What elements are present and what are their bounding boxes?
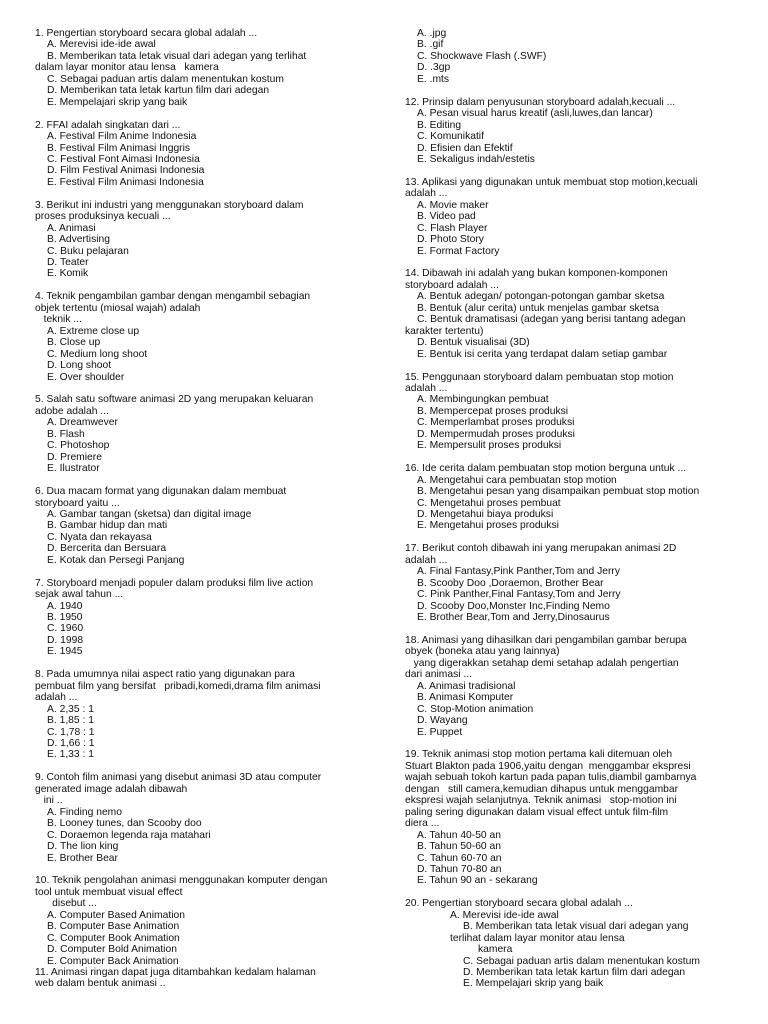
answer-option: E. 1,33 : 1 xyxy=(47,749,94,761)
answer-option: D. Premiere xyxy=(47,451,102,463)
answer-option: C. 1960 xyxy=(47,623,84,635)
question-stem-line: proses produksinya kecuali ... xyxy=(35,211,171,223)
answer-option: C. Medium long shoot xyxy=(47,348,148,360)
answer-option: E. 1945 xyxy=(47,646,83,658)
question-stem-line: adalah ... xyxy=(405,188,448,200)
question-stem-line: 11. Animasi ringan dapat juga ditambahkan kedalam halaman xyxy=(35,967,316,979)
answer-option: E. Festival Film Animasi Indonesia xyxy=(47,176,204,188)
question-stem-line: adalah ... xyxy=(405,554,448,566)
question-block xyxy=(35,875,370,967)
answer-option: A. Membingungkan pembuat xyxy=(417,394,549,406)
answer-option: B. Editing xyxy=(417,119,462,131)
answer-option: E. Mengetahui proses produksi xyxy=(417,520,559,532)
answer-option: E. Over shoulder xyxy=(47,371,125,383)
question-stem-line: adobe adalah ... xyxy=(35,405,109,417)
question-stem-line: 2. FFAI adalah singkatan dari ... xyxy=(35,119,181,131)
question-stem-line: web dalam bentuk animasi .. xyxy=(35,978,166,990)
question-block xyxy=(35,291,370,383)
answer-option: D. Teater xyxy=(47,257,89,269)
question-stem-line: pembuat film yang bersifat pribadi,komedi,drama film animasi xyxy=(35,680,321,692)
question-stem-line: sejak awal tahun ... xyxy=(35,589,124,601)
answer-option: A. Festival Film Anime Indonesia xyxy=(47,131,197,143)
option-e: E. Mempelajari skrip yang baik xyxy=(463,978,604,990)
question-stem-line: 3. Berikut ini industri yang menggunakan storyboard dalam xyxy=(35,199,304,211)
answer-option: B. Looney tunes, dan Scooby doo xyxy=(47,818,202,830)
answer-option: D. Efisien dan Efektif xyxy=(417,142,513,154)
question-spacer xyxy=(35,566,370,577)
answer-option: A. Animasi xyxy=(47,222,96,234)
question-spacer xyxy=(405,623,740,634)
answer-option: C. Buku pelajaran xyxy=(47,245,129,257)
answer-option: C. Mengetahui proses pembuat xyxy=(417,497,561,509)
question-stem-line: storyboard adalah ... xyxy=(405,279,499,291)
answer-option: C. Memperlambat proses produksi xyxy=(417,417,575,429)
question-stem-line: paling sering digunakan dalam visual effect untuk film-film xyxy=(405,806,669,818)
answer-option: A. 1940 xyxy=(47,600,83,612)
question-block xyxy=(405,635,740,738)
question-spacer xyxy=(405,360,740,371)
answer-option: D. Tahun 70-80 an xyxy=(417,863,502,875)
answer-option: E. Ilustrator xyxy=(47,463,100,475)
answer-option: C. Bentuk dramatisasi (adegan yang berisi tantang adegan xyxy=(417,314,686,326)
answer-option: A. Tahun 40-50 an xyxy=(417,829,501,841)
option-continuation: dalam layar monitor atau lensa kamera xyxy=(35,62,219,74)
answer-option: B. Bentuk (alur cerita) untuk menjelas gambar sketsa xyxy=(417,302,660,314)
question-block xyxy=(35,200,370,280)
answer-option: A. Final Fantasy,Pink Panther,Tom and Jerry xyxy=(417,566,620,578)
question-block xyxy=(405,177,740,257)
answer-option: B. Flash xyxy=(47,428,85,440)
question-stem-line: tool untuk membuat visual effect xyxy=(35,886,183,898)
answer-option: D. Memberikan tata letak kartun film dari adegan xyxy=(47,85,270,97)
answer-option: E. Mempelajari skrip yang baik xyxy=(47,96,188,108)
question-stem-line: 1. Pengertian storyboard secara global adalah ... xyxy=(35,28,258,39)
question-block xyxy=(405,28,740,85)
answer-option: B. Computer Base Animation xyxy=(47,921,180,933)
answer-option: A. Dreamwever xyxy=(47,417,118,429)
question-spacer xyxy=(35,761,370,772)
answer-option: D. 1,66 : 1 xyxy=(47,737,95,749)
question-stem-line: 4. Teknik pengambilan gambar dengan mengambil sebagian xyxy=(35,291,311,303)
answer-option: C. Doraemon legenda raja matahari xyxy=(47,829,211,841)
answer-option: C. Shockwave Flash (.SWF) xyxy=(417,50,547,62)
question-stem-line: 16. Ide cerita dalam pembuatan stop motion berguna untuk ... xyxy=(405,463,687,475)
question-stem-line: 19. Teknik animasi stop motion pertama kali ditemuan oleh xyxy=(405,749,673,761)
answer-option: C. Tahun 60-70 an xyxy=(417,852,502,864)
answer-option: E. Brother Bear xyxy=(47,852,118,864)
question-block xyxy=(35,394,370,474)
question-stem-line: 7. Storyboard menjadi populer dalam produksi film live action xyxy=(35,577,314,589)
question-block xyxy=(405,268,740,360)
answer-option: B. Video pad xyxy=(417,211,476,223)
answer-option: A. 2,35 : 1 xyxy=(47,703,94,715)
answer-option: C. Stop-Motion animation xyxy=(417,703,534,715)
question-stem-line: ini .. xyxy=(35,795,63,807)
answer-option: B. Close up xyxy=(47,337,101,349)
answer-option: A. Extreme close up xyxy=(47,325,140,337)
question-spacer xyxy=(35,658,370,669)
question-spacer xyxy=(405,452,740,463)
answer-option: D. 1998 xyxy=(47,634,84,646)
answer-option: C. Komunikatif xyxy=(417,131,484,143)
answer-option: D. Bercerita dan Bersuara xyxy=(47,543,167,555)
question-stem-line: 6. Dua macam format yang digunakan dalam membuat xyxy=(35,486,287,498)
answer-option: A. Movie maker xyxy=(417,199,489,211)
answer-option: A. .jpg xyxy=(417,28,447,39)
answer-option: C. Flash Player xyxy=(417,222,488,234)
answer-option: E. Komik xyxy=(47,268,89,280)
answer-option: D. Photo Story xyxy=(417,234,484,246)
question-stem-line: 18. Animasi yang dihasilkan dari pengambilan gambar berupa xyxy=(405,634,687,646)
answer-option: D. Scooby Doo,Monster Inc,Finding Nemo xyxy=(417,600,610,612)
right-questions xyxy=(405,28,740,898)
answer-option: D. Mengetahui biaya produksi xyxy=(417,508,554,520)
question-block xyxy=(35,967,370,990)
question-block xyxy=(405,372,740,452)
answer-option: C. Nyata dan rekayasa xyxy=(47,531,152,543)
question-stem-line: disebut ... xyxy=(35,898,97,910)
question-block xyxy=(35,772,370,864)
answer-option: E. Kotak dan Persegi Panjang xyxy=(47,554,185,566)
option-b-continuation: terlihat dalam layar monitor atau lensa xyxy=(450,932,625,944)
answer-option: D. .3gp xyxy=(417,62,451,74)
answer-option: A. Bentuk adegan/ potongan-potongan gambar sketsa xyxy=(417,291,665,303)
question-spacer xyxy=(35,108,370,119)
question-stem-line: dari animasi ... xyxy=(405,669,472,681)
option-b-continuation-2: kamera xyxy=(478,944,513,956)
question-spacer xyxy=(35,475,370,486)
answer-option: A. Animasi tradisional xyxy=(417,680,516,692)
question-stem: 20. Pengertian storyboard secara global adalah ... xyxy=(405,898,633,910)
answer-option: D. Wayang xyxy=(417,715,468,727)
answer-option: B. .gif xyxy=(417,39,444,51)
question-stem-line: 13. Aplikasi yang digunakan untuk membuat stop motion,kecuali xyxy=(405,176,698,188)
answer-option: E. Sekaligus indah/estetis xyxy=(417,153,535,165)
question-20 xyxy=(405,898,740,990)
question-stem-line: wajah sebuah tokoh kartun pada papan tulis,diambil gambarnya xyxy=(405,772,697,784)
answer-option: A. Finding nemo xyxy=(47,806,122,818)
answer-option: A. Merevisi ide-ide awal xyxy=(47,39,156,51)
answer-option: E. Mempersulit proses produksi xyxy=(417,440,562,452)
answer-option: E. .mts xyxy=(417,73,450,85)
question-stem-line: yang digerakkan setahap demi setahap adalah pengertian xyxy=(405,657,679,669)
question-stem-line: 5. Salah satu software animasi 2D yang merupakan keluaran xyxy=(35,394,314,406)
option-continuation: karakter tertentu) xyxy=(405,325,484,337)
question-spacer xyxy=(35,280,370,291)
question-spacer xyxy=(35,383,370,394)
question-stem-line: ekspresi wajah selanjutnya. Teknik animasi stop-motion ini xyxy=(405,795,677,807)
option-d: D. Memberikan tata letak kartun film dari adegan xyxy=(463,967,686,979)
question-block xyxy=(35,28,370,108)
answer-option: B. Mengetahui pesan yang disampaikan pembuat stop motion xyxy=(417,486,700,498)
question-stem-line: adalah ... xyxy=(35,692,78,704)
answer-option: B. Animasi Komputer xyxy=(417,692,514,704)
answer-option: B. Festival Film Animasi Inggris xyxy=(47,142,191,154)
answer-option: C. Sebagai paduan artis dalam menentukan kostum xyxy=(47,73,284,85)
question-spacer xyxy=(405,257,740,268)
answer-option: B. 1950 xyxy=(47,612,83,624)
question-block xyxy=(405,543,740,623)
question-stem-line: objek tertentu (miosal wajah) adalah xyxy=(35,302,201,314)
answer-option: E. Bentuk isi cerita yang terdapat dalam setiap gambar xyxy=(417,348,668,360)
question-spacer xyxy=(405,532,740,543)
question-stem-line: adalah ... xyxy=(405,382,448,394)
question-stem-line: dengan still camera,kemudian dihapus untuk menggambar xyxy=(405,783,679,795)
answer-option: D. Bentuk visualisai (3D) xyxy=(417,337,530,349)
question-spacer xyxy=(35,188,370,199)
option-c: C. Sebagai paduan artis dalam menentukan kostum xyxy=(463,955,700,967)
answer-option: D. Long shoot xyxy=(47,360,112,372)
answer-option: C. Pink Panther,Final Fantasy,Tom and Jerry xyxy=(417,589,621,601)
right-column xyxy=(405,28,740,990)
question-block xyxy=(405,749,740,886)
question-stem-line: 14. Dibawah ini adalah yang bukan komponen-komponen xyxy=(405,268,668,280)
question-stem-line: obyek (boneka atau yang lainnya) xyxy=(405,646,560,658)
answer-option: C. Photoshop xyxy=(47,440,110,452)
answer-option: C. 1,78 : 1 xyxy=(47,726,95,738)
question-block xyxy=(405,97,740,166)
left-column xyxy=(35,28,370,990)
question-stem-line: generated image adalah dibawah xyxy=(35,783,188,795)
question-spacer xyxy=(405,887,740,898)
answer-option: E. Puppet xyxy=(417,726,463,738)
question-stem-line: 10. Teknik pengolahan animasi menggunakan komputer dengan xyxy=(35,875,328,887)
answer-option: C. Festival Font Aimasi Indonesia xyxy=(47,153,200,165)
answer-option: A. Pesan visual harus kreatif (asli,luwes,dan lancar) xyxy=(417,108,653,120)
question-spacer xyxy=(405,85,740,96)
answer-option: B. Advertising xyxy=(47,234,110,246)
answer-option: A. Computer Based Animation xyxy=(47,909,185,921)
option-b: B. Memberikan tata letak visual dari adegan yang xyxy=(463,921,689,933)
question-stem-line: teknik ... xyxy=(35,314,82,326)
answer-option: E. Format Factory xyxy=(417,245,500,257)
question-block xyxy=(35,486,370,566)
question-block xyxy=(405,463,740,532)
question-stem-line: 9. Contoh film animasi yang disebut animasi 3D atau computer xyxy=(35,772,322,784)
answer-option: C. Computer Book Animation xyxy=(47,932,180,944)
question-stem-line: storyboard yaitu ... xyxy=(35,497,120,509)
question-stem-line: 15. Penggunaan storyboard dalam pembuatan stop motion xyxy=(405,371,674,383)
answer-option: B. Scooby Doo ,Doraemon, Brother Bear xyxy=(417,577,604,589)
question-stem-line: 17. Berikut contoh dibawah ini yang merupakan animasi 2D xyxy=(405,543,677,555)
answer-option: E. Brother Bear,Tom and Jerry,Dinosaurus xyxy=(417,612,610,624)
question-block xyxy=(35,669,370,761)
question-stem-line: diera ... xyxy=(405,818,440,830)
answer-option: B. Gambar hidup dan mati xyxy=(47,520,168,532)
answer-option: E. Tahun 90 an - sekarang xyxy=(417,875,538,887)
answer-option: D. Film Festival Animasi Indonesia xyxy=(47,165,205,177)
question-block xyxy=(35,578,370,658)
answer-option: B. Memberikan tata letak visual dari adegan yang terlihat xyxy=(47,50,307,62)
option-a: A. Merevisi ide-ide awal xyxy=(450,909,559,921)
question-stem-line: 8. Pada umumnya nilai aspect ratio yang digunakan para xyxy=(35,669,295,681)
answer-option: A. Gambar tangan (sketsa) dan digital image xyxy=(47,508,252,520)
answer-option: B. Mempercepat proses produksi xyxy=(417,405,569,417)
question-spacer xyxy=(405,165,740,176)
answer-option: B. 1,85 : 1 xyxy=(47,715,94,727)
question-stem-line: 12. Prinsip dalam penyusunan storyboard adalah,kecuali ... xyxy=(405,96,676,108)
question-spacer xyxy=(405,738,740,749)
answer-option: D. The lion king xyxy=(47,841,119,853)
question-spacer xyxy=(35,864,370,875)
answer-option: A. Mengetahui cara pembuatan stop motion xyxy=(417,474,617,486)
answer-option: D. Mempermudah proses produksi xyxy=(417,428,575,440)
answer-option: B. Tahun 50-60 an xyxy=(417,841,501,853)
question-block xyxy=(35,120,370,189)
question-stem-line: Stuart Blakton pada 1906,yaitu dengan menggambar ekspresi xyxy=(405,760,691,772)
answer-option: D. Computer Bold Animation xyxy=(47,944,177,956)
answer-option: E. Computer Back Animation xyxy=(47,955,179,967)
